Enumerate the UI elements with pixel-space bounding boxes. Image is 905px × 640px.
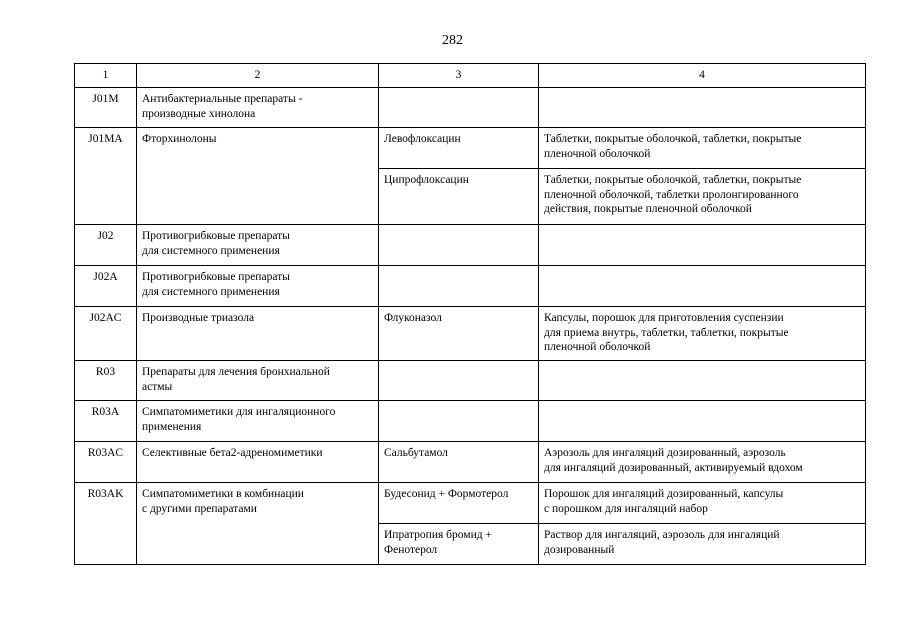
drug-name-cell	[379, 225, 539, 266]
dosage-forms-line: пленочной оболочкой, таблетки пролонгированного	[544, 188, 799, 201]
dosage-forms-cell	[539, 401, 866, 442]
table-body	[75, 64, 866, 565]
page-number: 282	[442, 33, 463, 48]
table-row	[75, 401, 866, 442]
dosage-forms-cell	[539, 88, 866, 128]
dosage-forms-line: Таблетки, покрытые оболочкой, таблетки, покрытые	[544, 133, 802, 145]
header-cell: 1	[75, 64, 137, 88]
dosage-forms-line: Аэрозоль для ингаляций дозированный, аэрозоль	[544, 447, 786, 459]
table-row	[75, 483, 866, 524]
atc-code-cell: R03A	[75, 401, 137, 442]
dosage-forms-line: Таблетки, покрытые оболочкой, таблетки, покрытые	[544, 174, 802, 186]
table-row	[75, 266, 866, 307]
dosage-forms-cell	[539, 307, 866, 361]
atc-code-cell: J02A	[75, 266, 137, 307]
group-name-line: Селективные бета2-адреномиметики	[142, 447, 323, 459]
drug-name-line: Сальбутамол	[384, 447, 448, 459]
dosage-forms-cell	[539, 442, 866, 483]
table-row	[75, 442, 866, 483]
group-name-line: Противогрибковые препараты	[142, 271, 290, 283]
group-name-line: применения	[142, 420, 202, 433]
dosage-forms-line: Порошок для ингаляций дозированный, капсулы	[544, 488, 784, 500]
header-cell: 3	[379, 64, 539, 88]
group-name-cell	[137, 401, 379, 442]
dosage-forms-cell	[539, 266, 866, 307]
group-name-cell	[137, 88, 379, 128]
group-name-line: с другими препаратами	[142, 502, 257, 515]
table-row	[75, 361, 866, 401]
drug-name-cell	[379, 483, 539, 524]
drug-name-cell	[379, 88, 539, 128]
group-name-line: Фторхинолоны	[142, 133, 217, 145]
header-cell: 2	[137, 64, 379, 88]
dosage-forms-cell	[539, 169, 866, 225]
group-name-cell	[137, 307, 379, 361]
table-row	[75, 88, 866, 128]
dosage-forms-line: действия, покрытые пленочной оболочкой	[544, 203, 752, 215]
dosage-forms-cell	[539, 483, 866, 524]
dosage-forms-line: с порошком для ингаляций набор	[544, 502, 708, 515]
dosage-forms-line: дозированный	[544, 543, 615, 556]
atc-code-cell: J01M	[75, 88, 137, 128]
group-name-cell	[137, 442, 379, 483]
table-header-row	[75, 64, 866, 88]
atc-code-cell: R03AK	[75, 483, 137, 565]
drug-name-line: Ципрофлоксацин	[384, 174, 469, 186]
drug-name-line: Фенотерол	[384, 543, 438, 556]
group-name-cell	[137, 483, 379, 565]
group-name-line: Препараты для лечения бронхиальной	[142, 366, 330, 378]
drug-name-cell	[379, 401, 539, 442]
table-row	[75, 225, 866, 266]
table-row	[75, 307, 866, 361]
drug-name-cell	[379, 266, 539, 307]
dosage-forms-line: Капсулы, порошок для приготовления суспензии	[544, 312, 784, 324]
drug-name-cell	[379, 361, 539, 401]
group-name-line: Производные триазола	[142, 312, 255, 324]
drug-table	[74, 63, 866, 565]
group-name-line: Противогрибковые препараты	[142, 230, 290, 242]
dosage-forms-line: Раствор для ингаляций, аэрозоль для ингаляций	[544, 529, 780, 541]
atc-code-cell: J01MA	[75, 128, 137, 225]
group-name-cell	[137, 225, 379, 266]
group-name-line: для системного применения	[142, 285, 280, 298]
dosage-forms-cell	[539, 524, 866, 565]
drug-name-line: Флуконазол	[384, 312, 442, 324]
dosage-forms-line: для приема внутрь, таблетки, таблетки, покрытые	[544, 326, 789, 339]
group-name-cell	[137, 266, 379, 307]
atc-code-cell: J02	[75, 225, 137, 266]
dosage-forms-cell	[539, 361, 866, 401]
atc-code-cell: J02AC	[75, 307, 137, 361]
dosage-forms-line: для ингаляций дозированный, активируемый вдохом	[544, 461, 803, 474]
group-name-line: Антибактериальные препараты -	[142, 93, 303, 105]
dosage-forms-line: пленочной оболочкой	[544, 341, 651, 353]
drug-name-line: Левофлоксацин	[384, 133, 461, 145]
group-name-line: астмы	[142, 380, 173, 393]
group-name-line: Симпатомиметики для ингаляционного	[142, 406, 336, 418]
dosage-forms-line: пленочной оболочкой	[544, 147, 651, 160]
drug-name-cell	[379, 307, 539, 361]
drug-name-line: Ипратропия бромид +	[384, 529, 492, 541]
group-name-cell	[137, 128, 379, 225]
dosage-forms-cell	[539, 225, 866, 266]
drug-name-line: Будесонид + Формотерол	[384, 488, 509, 500]
group-name-cell	[137, 361, 379, 401]
dosage-forms-cell	[539, 128, 866, 169]
atc-code-cell: R03AC	[75, 442, 137, 483]
group-name-line: для системного применения	[142, 244, 280, 257]
drug-name-cell	[379, 128, 539, 169]
drug-name-cell	[379, 524, 539, 565]
drug-name-cell	[379, 442, 539, 483]
drug-name-cell	[379, 169, 539, 225]
group-name-line: производные хинолона	[142, 107, 256, 120]
table-row	[75, 128, 866, 169]
group-name-line: Симпатомиметики в комбинации	[142, 488, 304, 500]
header-cell: 4	[539, 64, 866, 88]
atc-code-cell: R03	[75, 361, 137, 401]
